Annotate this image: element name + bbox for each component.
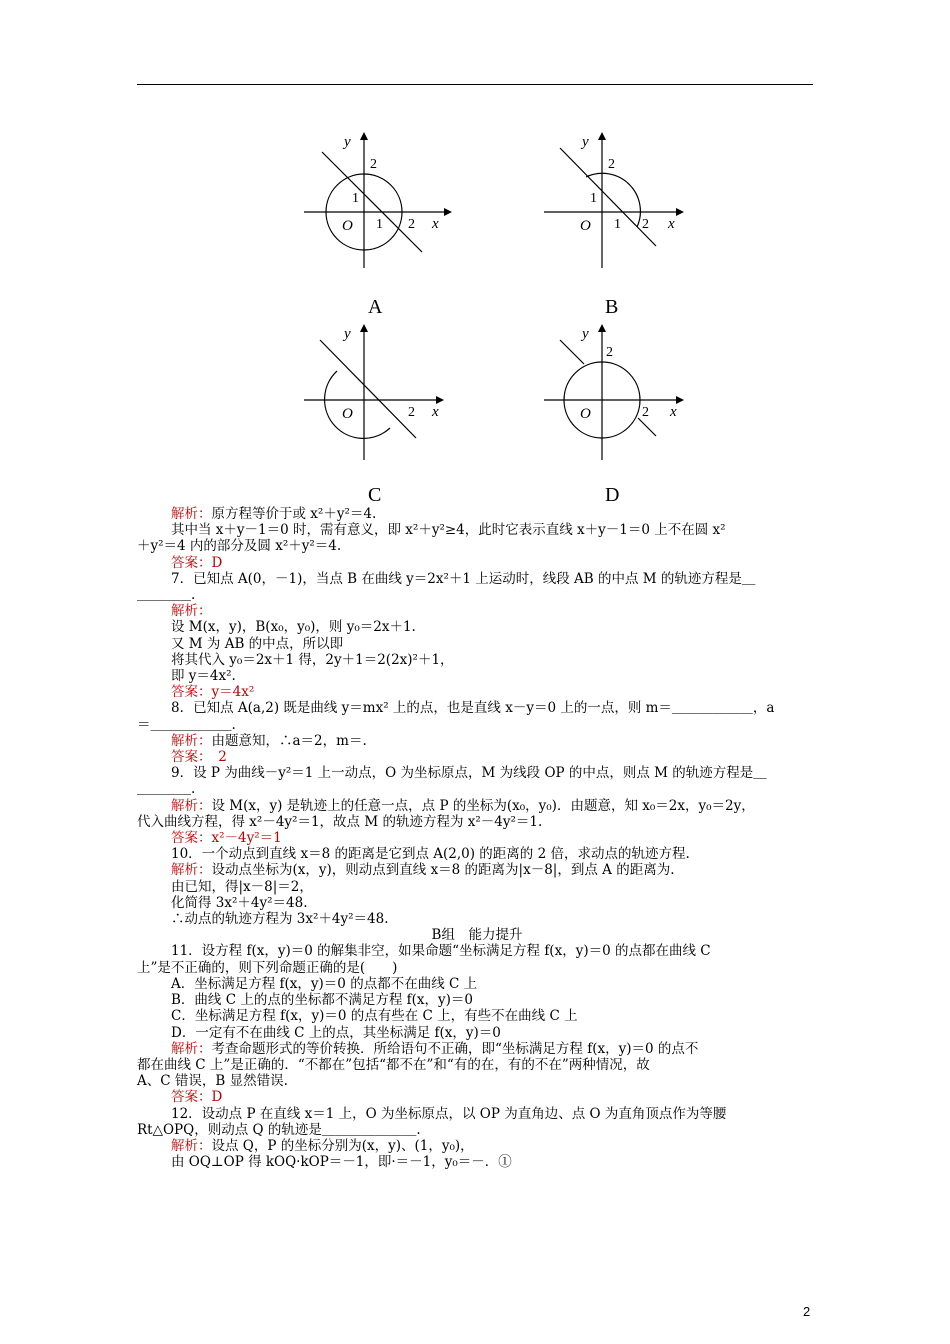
text-line: 代入曲线方程，得 x²－4y²＝1，故点 M 的轨迹方程为 x²－4y²＝1.: [137, 813, 543, 830]
axis-y-label: y: [582, 326, 589, 342]
tick-label: 2: [608, 157, 615, 172]
axis-y-label: y: [582, 134, 589, 150]
text-line: A．坐标满足方程 f(x，y)＝0 的点都不在曲线 C 上: [171, 975, 478, 992]
answer-label: 解析：原方程等价于或 x²＋y²＝4.: [171, 506, 377, 522]
answer-label: 答案：y＝4x²: [171, 684, 255, 701]
text-line: 由 OQ⊥OP 得 kOQ·kOP＝－1，即·＝－1，y₀＝－．①: [171, 1154, 512, 1171]
figure-a: [304, 128, 454, 270]
text-line: 12．设动点 P 在直线 x＝1 上，O 为坐标原点，以 OP 为直角边、点 O 为直角顶点作为等腰: [171, 1105, 727, 1122]
text-line: 设 M(x，y) 是轨迹上的任意一点，点 P 的坐标为(x₀，y₀)．由题意，知 x₀＝2x，y₀＝2y，: [211, 797, 755, 814]
answer-label: 解析：考查命题形式的等价转换．所给语句不正确，即“坐标满足方程 f(x，y)＝0 的点不: [171, 1040, 699, 1057]
tick-label: 1: [352, 191, 359, 206]
tick-label: 2: [370, 157, 377, 172]
origin-label: O: [580, 406, 591, 422]
axis-y-label: y: [344, 326, 351, 342]
text-line: 又 M 为 AB 的中点，所以即: [171, 635, 344, 652]
text-line: B组 能力提升: [431, 927, 523, 944]
figure-label-d: D: [605, 484, 620, 506]
text-line: 设动点坐标为(x，y)，则动点到直线 x＝8 的距离为|x－8|，到点 A 的距离为.: [211, 862, 675, 879]
tick-label: 2: [606, 345, 613, 360]
text-line: ＋y²＝4 内的部分及圆 x²＋y²＝4.: [137, 538, 342, 555]
page-number: 2: [803, 1304, 811, 1319]
text-line: 11．设方程 f(x，y)＝0 的解集非空，如果命题“坐标满足方程 f(x，y)＝0 的点都在曲线 C: [171, 943, 711, 960]
text-line: ＿＿＿＿.: [137, 781, 196, 798]
text-line: 将其代入 y₀＝2x＋1 得，2y＋1＝2(2x)²＋1，: [171, 651, 454, 668]
text-line: D．一定有不在曲线 C 上的点，其坐标满足 f(x，y)＝0: [171, 1024, 501, 1041]
answer-label: 解析：: [171, 603, 212, 620]
text-line: 由题意知，∴a＝2，m＝.: [211, 732, 367, 749]
text-line: B．曲线 C 上的点的坐标都不满足方程 f(x，y)＝0: [171, 992, 473, 1009]
figure-label-c: C: [368, 484, 382, 506]
text-line: 上”是不正确的，则下列命题正确的是( ): [137, 959, 398, 976]
axis-x-label: x: [432, 216, 439, 232]
text-line: 即 y＝4x².: [171, 668, 236, 685]
tick-label: 1: [376, 217, 383, 232]
tick-label: 1: [590, 191, 597, 206]
text-line: A、C 错误，B 显然错误.: [137, 1073, 288, 1090]
text-line: 原方程等价于或 x²＋y²＝4.: [211, 506, 377, 522]
text-line: ＿＿＿＿.: [137, 587, 196, 604]
tick-label: 2: [642, 217, 649, 232]
figure-label-a: A: [368, 296, 383, 318]
text-line: 7．已知点 A(0，－1)，当点 B 在曲线 y＝2x²＋1 上运动时，线段 AB 的中点 M 的轨迹方程是＿: [171, 570, 756, 587]
tick-label: 2: [642, 405, 649, 420]
text-line: 其中当 x＋y－1＝0 时，需有意义，即 x²＋y²≥4，此时它表示直线 x＋y－1＝0 上不在圆 x²: [171, 522, 726, 539]
tick-label: 2: [408, 405, 415, 420]
text-line: 10．一个动点到直线 x＝8 的距离是它到点 A(2,0) 的距离的 2 倍，求动点的轨迹方程.: [171, 846, 690, 863]
text-line: 8．已知点 A(a,2) 既是曲线 y＝mx² 上的点，也是直线 x－y＝0 上的一点，则 m＝＿＿＿＿＿＿，a: [171, 700, 775, 717]
tick-label: 2: [408, 217, 415, 232]
axis-y-label: y: [344, 134, 351, 150]
answer-label: 答案：x²－4y²＝1: [171, 830, 282, 847]
text-line: 化简得 3x²＋4y²＝48.: [171, 894, 308, 911]
answer-label: 答案： 2: [171, 749, 227, 766]
answer-label: 答案：D: [171, 554, 223, 571]
answer-label: 答案：D: [171, 1089, 223, 1106]
tick-label: 1: [614, 217, 621, 232]
text-line: 设点 Q，P 的坐标分别为(x，y)、(1，y₀)，: [211, 1137, 474, 1154]
figure-b: [544, 128, 694, 270]
origin-label: O: [342, 218, 353, 234]
origin-label: O: [342, 406, 353, 422]
figure-label-b: B: [605, 296, 619, 318]
text-line: Rt△OPQ，则动点 Q 的轨迹是＿＿＿＿＿＿＿.: [137, 1121, 421, 1138]
text-line: ∴动点的轨迹方程为 3x²＋4y²＝48.: [171, 911, 389, 928]
text-line: 9．设 P 为曲线－y²＝1 上一动点，O 为坐标原点，M 为线段 OP 的中点，则点 M 的轨迹方程是＿: [171, 765, 767, 782]
document-text: [137, 506, 817, 1170]
text-line: 考查命题形式的等价转换．所给语句不正确，即“坐标满足方程 f(x，y)＝0 的点不: [211, 1040, 699, 1057]
answer-label: 解析：设点 Q，P 的坐标分别为(x，y)、(1，y₀)，: [171, 1137, 474, 1154]
axis-x-label: x: [670, 404, 677, 420]
text-line: 由已知，得|x－8|＝2，: [171, 878, 313, 895]
figure-d: [544, 320, 694, 462]
figure-c: [304, 320, 454, 462]
text-line: 都在曲线 C 上”是正确的．“不都在”包括“都不在”和“有的在，有的不在”两种情况，故: [137, 1056, 650, 1073]
answer-label: 解析：设动点坐标为(x，y)，则动点到直线 x＝8 的距离为|x－8|，到点 A 的距离为.: [171, 862, 675, 879]
text-line: 设 M(x，y)，B(x₀，y₀)，则 y₀＝2x＋1.: [171, 619, 416, 636]
text-line: C．坐标满足方程 f(x，y)＝0 的点有些在 C 上，有些不在曲线 C 上: [171, 1008, 578, 1025]
answer-label: 解析：由题意知，∴a＝2，m＝.: [171, 732, 367, 749]
text-line: ＝＿＿＿＿＿＿.: [137, 716, 236, 733]
header-rule: [137, 84, 813, 85]
answer-label: 解析：设 M(x，y) 是轨迹上的任意一点，点 P 的坐标为(x₀，y₀)．由题意，知 x₀＝2x，y₀＝2y，: [171, 797, 755, 814]
axis-x-label: x: [668, 216, 675, 232]
origin-label: O: [580, 218, 591, 234]
axis-x-label: x: [432, 404, 439, 420]
